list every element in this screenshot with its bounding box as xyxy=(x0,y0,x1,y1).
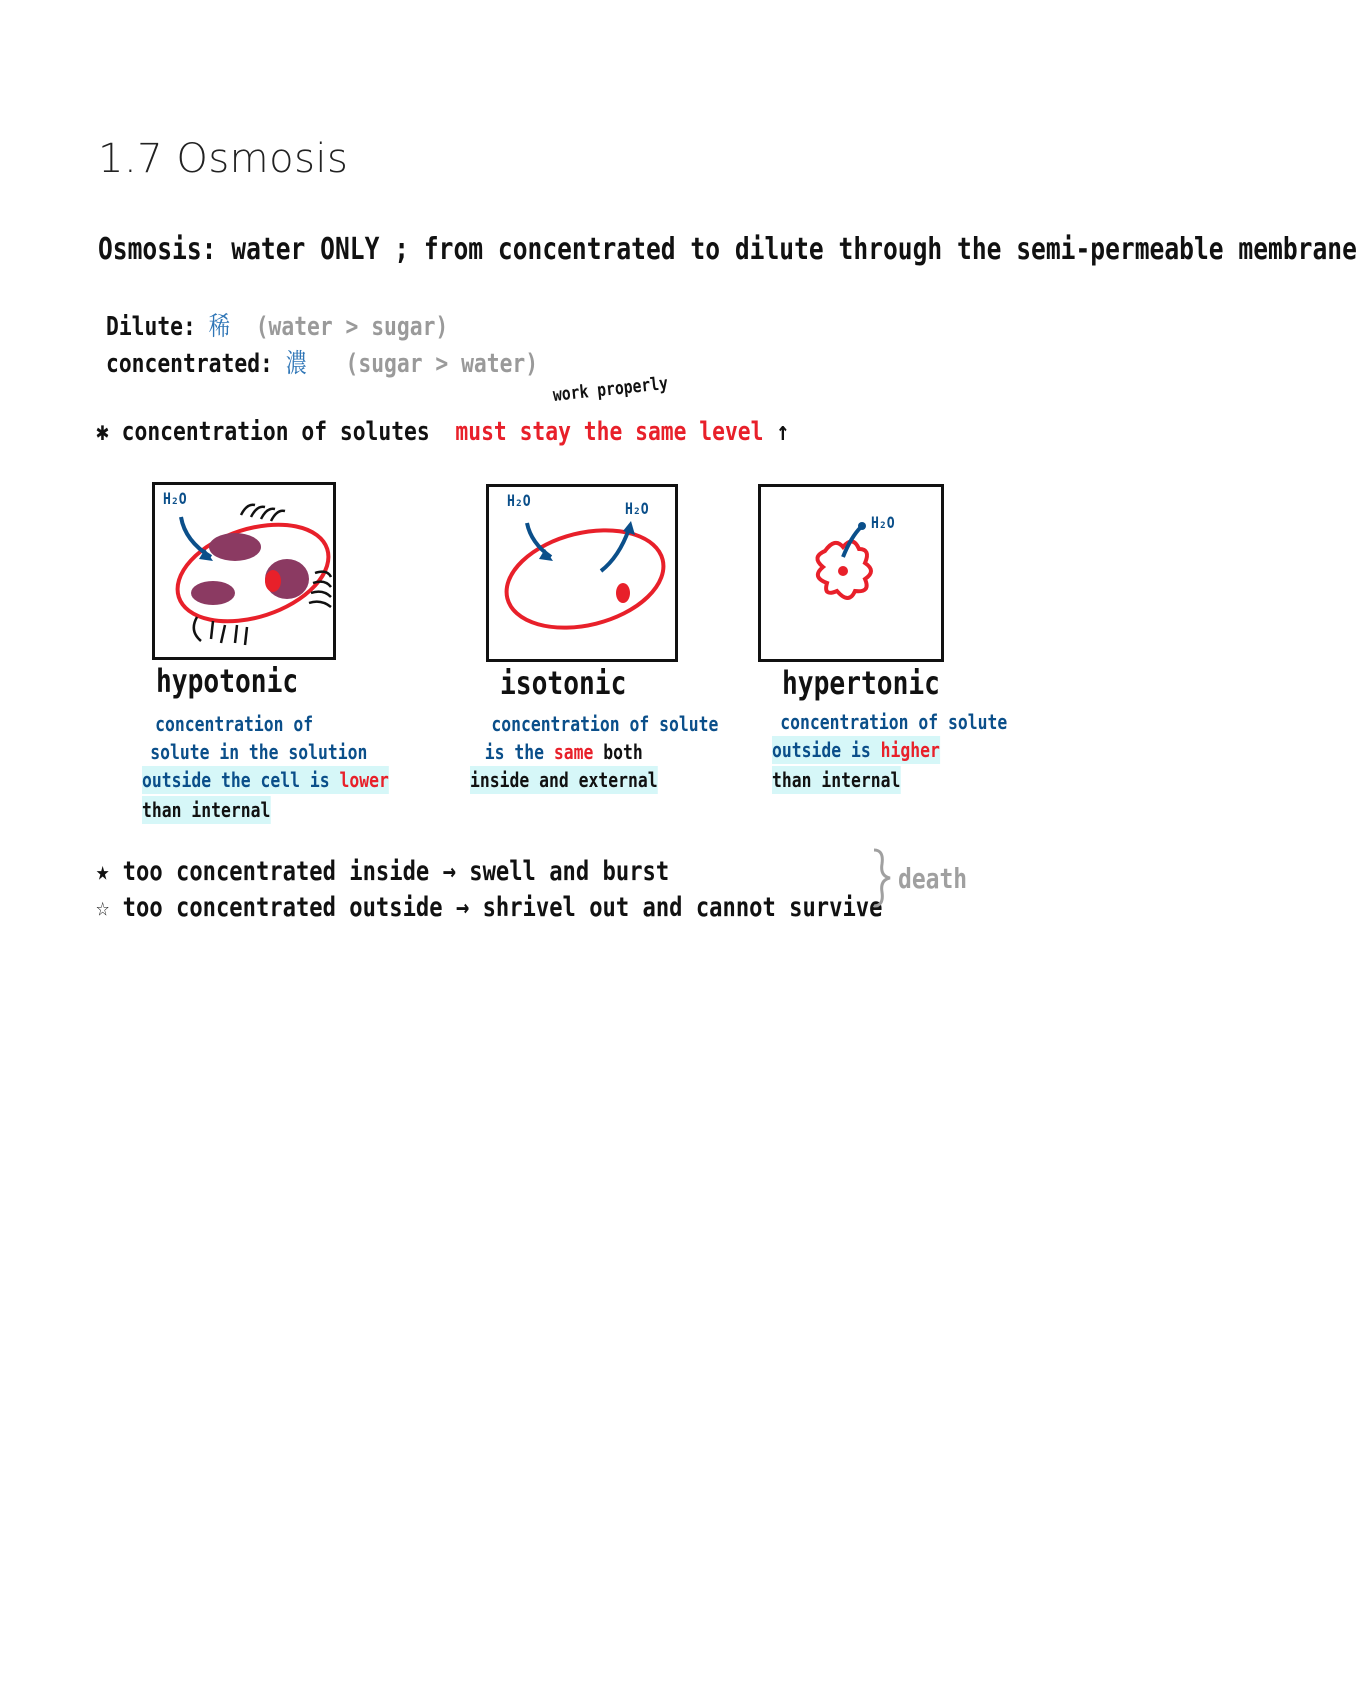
same-highlight: same xyxy=(553,740,594,764)
dilute-note: (water > sugar) xyxy=(255,312,449,342)
star-outline-icon: ☆ xyxy=(96,892,110,923)
water-in-arrow xyxy=(181,517,211,557)
lower-highlight: lower xyxy=(339,768,389,792)
consequence-outside xyxy=(96,892,882,923)
osmosis-definition: Osmosis: water ONLY ; from concentrated to dilute through the semi-permeable membrane xyxy=(98,232,1357,267)
dilute-line xyxy=(106,306,448,343)
hypertonic-box xyxy=(758,484,944,662)
nucleus xyxy=(616,583,630,603)
work-properly-annotation: work properly xyxy=(551,372,669,406)
consequence-inside xyxy=(96,856,669,887)
hypertonic-note xyxy=(772,708,1007,794)
isotonic-note xyxy=(470,710,718,794)
water-label: H₂O xyxy=(163,489,187,508)
higher-highlight: higher xyxy=(880,738,940,762)
purple-patch xyxy=(209,533,261,561)
note-line: inside and external xyxy=(470,768,658,792)
bracket-mark: ↑ xyxy=(776,417,790,447)
water-out-label: H₂O xyxy=(625,499,649,518)
dilute-label: Dilute: xyxy=(106,312,196,342)
hypotonic-cell-drawing xyxy=(155,485,333,657)
purple-patch xyxy=(191,581,235,605)
hypertonic-label: hypertonic xyxy=(782,664,940,702)
nucleus xyxy=(265,570,281,592)
consequence-text: too concentrated outside → shrivel out and cannot survive xyxy=(122,892,883,923)
note-line: is the same both xyxy=(484,740,643,764)
dilute-cjk: 稀 xyxy=(208,312,231,342)
note-line: outside is higher xyxy=(772,738,940,762)
note-line: concentration of solute xyxy=(491,712,719,736)
cell-membrane xyxy=(165,507,341,639)
concentration-lead: ✱ concentration of solutes xyxy=(96,417,430,447)
concentration-emphasis: must stay the same level xyxy=(455,417,764,447)
note-line: outside the cell is lower xyxy=(142,768,389,792)
note-line: concentration of xyxy=(155,712,314,736)
death-note: death xyxy=(898,862,968,895)
concentrated-label: concentrated: xyxy=(106,349,273,379)
note-line: concentration of solute xyxy=(780,710,1008,734)
water-out-arrow xyxy=(601,529,629,571)
hypertonic-cell-drawing xyxy=(761,487,941,659)
note-line: than internal xyxy=(772,768,901,792)
hypotonic-box xyxy=(152,482,336,660)
brace-icon xyxy=(868,846,898,910)
hypotonic-note xyxy=(142,710,389,824)
consequence-text: too concentrated inside → swell and burst xyxy=(122,856,670,887)
swelling-lines xyxy=(241,505,285,521)
arrowhead-icon xyxy=(858,522,866,530)
note-line: than internal xyxy=(142,798,271,822)
concentrated-line xyxy=(106,343,538,380)
concentrated-note: (sugar > water) xyxy=(345,349,539,379)
nucleus xyxy=(838,566,848,576)
cell-membrane xyxy=(496,515,674,643)
water-label: H₂O xyxy=(871,513,895,532)
concentration-note xyxy=(96,417,789,447)
concentrated-cjk: 濃 xyxy=(285,349,308,379)
note-line: solute in the solution xyxy=(150,740,368,764)
water-in-label: H₂O xyxy=(507,491,531,510)
hypotonic-label: hypotonic xyxy=(156,662,299,700)
isotonic-box xyxy=(486,484,678,662)
page-title: 1.7 Osmosis xyxy=(98,136,349,182)
isotonic-label: isotonic xyxy=(500,664,627,702)
star-icon: ★ xyxy=(96,856,110,887)
